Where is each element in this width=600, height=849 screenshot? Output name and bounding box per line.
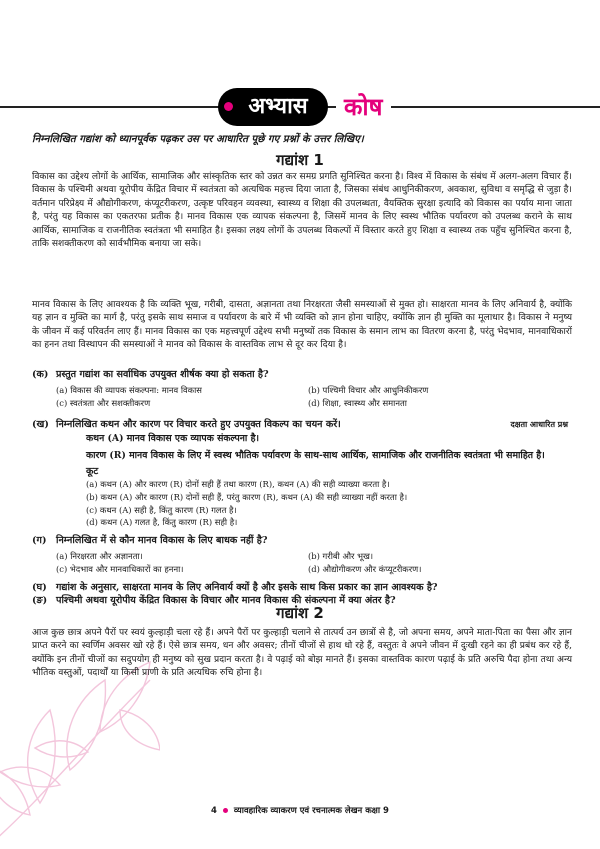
question-number: (ग) bbox=[32, 535, 47, 546]
question-text: निम्नलिखित में से कौन मानव विकास के लिए बाधक नहीं है? bbox=[56, 535, 268, 546]
instruction-text: निम्नलिखित गद्यांश को ध्यानपूर्वक पढ़कर उस पर आधारित पूछे गए प्रश्नों के उत्तर लिखिए। bbox=[32, 133, 364, 145]
page-footer bbox=[0, 805, 600, 816]
question-text: निम्नलिखित कथन और कारण पर विचार करते हुए उपयुक्त विकल्प का चयन करें। bbox=[56, 419, 341, 430]
question-kha bbox=[32, 418, 572, 431]
assertion-text: (A) मानव विकास एक व्यापक संकल्पना है। bbox=[107, 433, 260, 444]
passage1-paragraph-1: विकास का उद्देश्य लोगों के आर्थिक, सामाजिक और सांस्कृतिक स्तर को उन्नत कर समग्र प्रगति सुनिश्चित करना है। विश्व में विकास के संबंध में अलग-अलग विचार हैं। विकास के पश्चिमी अथवा यूरोपीय केंद्रित विचार में स्वतंत्रता को अत्यधिक महत्त्व दिया जाता है, जिसका संबंध आधुनिकीकरण, अवकाश, सुविधा व समृद्धि से जुड़ा है। वर्तमान परिप्रेक्ष्य में औद्योगीकरण, कंप्यूटरीकरण, उत्कृष्ट परिवहन व्यवस्था, स्वास्थ्य व शिक्षा की उपलब्धता, वैयक्तिक सुरक्षा इत्यादि को विकास का पर्याय माना जाता है, परंतु यह विकास का एकतरफा प्रतीक है। मानव विकास एक व्यापक संकल्पना है, जिसमें मानव के लिए स्वस्थ भौतिक पर्यावरण को उपलब्ध कराने के साथ आर्थिक, सामाजिक व राजनीतिक स्वतंत्रता भी समाहित है। इसका लक्ष्य लोगों के उपलब्ध विकल्पों में विस्तार करते हुए शिक्षा व स्वास्थ्य तक पहुँच सुनिश्चित करना है, ताकि सशक्तीकरण को सार्वभौमिक बनाया जा सके। bbox=[32, 172, 572, 250]
reason-line bbox=[86, 449, 576, 463]
option-d[interactable]: (d) शिक्षा, स्वास्थ्य और समानता bbox=[308, 397, 407, 408]
option-a[interactable]: (a) निरक्षरता और अज्ञानता। bbox=[56, 551, 143, 561]
assertion-label: कथन bbox=[86, 433, 105, 444]
question-gha bbox=[32, 581, 572, 594]
page-number: 4 bbox=[211, 806, 217, 816]
banner-dot bbox=[224, 102, 233, 111]
option-b[interactable]: (b) गरीबी और भूख। bbox=[308, 551, 374, 561]
question-ga bbox=[32, 534, 572, 547]
section-banner bbox=[0, 86, 600, 128]
question-number: (घ) bbox=[32, 582, 47, 593]
option-c[interactable]: (c) स्वतंत्रता और सशक्तीकरण bbox=[56, 397, 151, 408]
question-ka-options bbox=[56, 384, 572, 410]
question-text: प्रस्तुत गद्यांश का सर्वाधिक उपयुक्त शीर्षक क्या हो सकता है? bbox=[56, 369, 269, 380]
option-a[interactable]: (a) विकास की व्यापक संकल्पना: मानव विकास bbox=[56, 385, 202, 395]
reason-text: (R) मानव विकास के लिए में स्वस्थ भौतिक पर्यावरण के साथ-साथ आर्थिक, सामाजिक और राजनीतिक स्वतंत्रता भी समाहित है। bbox=[109, 450, 545, 461]
option-d[interactable]: (d) कथन (A) गलत है, किंतु कारण (R) सही है। bbox=[86, 517, 238, 528]
footer-dot bbox=[223, 808, 228, 813]
banner-title-kosh: कोष bbox=[336, 88, 391, 126]
competency-tag: दक्षता आधारित प्रश्न bbox=[510, 419, 568, 429]
question-text: पश्चिमी अथवा यूरोपीय केंद्रित विकास के विचार और मानव विकास की संकल्पना में क्या अंतर है? bbox=[56, 595, 396, 606]
reason-label: कारण bbox=[86, 450, 107, 461]
passage2-heading: गद्यांश 2 bbox=[276, 604, 324, 622]
option-c[interactable]: (c) भेदभाव और मानवाधिकारों का हनना। bbox=[56, 563, 184, 574]
question-ka bbox=[32, 368, 572, 381]
question-number: (ङ) bbox=[32, 595, 48, 606]
question-ga-options bbox=[56, 550, 572, 576]
question-kha-options bbox=[86, 478, 572, 529]
question-number: (क) bbox=[32, 369, 49, 380]
banner-title-abhyas: अभ्यास bbox=[218, 88, 328, 126]
passage1-heading: गद्यांश 1 bbox=[276, 151, 324, 169]
koot-label: कूट bbox=[86, 466, 99, 477]
option-b[interactable]: (b) पश्चिमी विचार और आधुनिकीकरण bbox=[308, 385, 429, 395]
question-text: गद्यांश के अनुसार, साक्षरता मानव के लिए अनिवार्य क्यों है और इसके साथ किस प्रकार का ज्ञान आवश्यक है? bbox=[56, 582, 438, 593]
option-c[interactable]: (c) कथन (A) सही है, किंतु कारण (R) गलत है। bbox=[86, 504, 237, 515]
book-title: व्यावहारिक व्याकरण एवं रचनात्मक लेखन कक्षा 9 bbox=[233, 806, 389, 816]
assertion-line bbox=[86, 432, 576, 446]
option-d[interactable]: (d) औद्योगीकरण और कंप्यूटरीकरण। bbox=[308, 563, 422, 574]
passage2-paragraph-1: आज कुछ छात्र अपने पैरों पर स्वयं कुल्हाड़ी चला रहे हैं। अपने पैरों पर कुल्हाड़ी चलाने से तात्पर्य उन छात्रों से है, जो अपना समय, अपने माता-पिता का पैसा और ज्ञान प्राप्त करने का स्वर्णिम अवसर खो रहे हैं। ऐसे छात्र समय, धन और अवसर; तीनों चीजों से हाथ धो रहे हैं, वस्तुतः वे अपने जीवन में दुःखी रहने का ही प्रबंध कर रहे हैं, क्योंकि इन तीनों चीजों का सदुपयोग ही मनुष्य को सुख प्रदान करता है। वे पढ़ाई को बोझ मानते हैं। इसका वास्तविक कारण पढ़ाई के प्रति अरुचि पैदा होना तथा अन्य भौतिक वस्तुओं, पदार्थों या किसी प्राणी के प्रति अत्यधिक रुचि होना है। bbox=[32, 628, 572, 679]
question-number: (ख) bbox=[32, 419, 49, 430]
option-a[interactable]: (a) कथन (A) और कारण (R) दोनों सही हैं तथा कारण (R), कथन (A) की सही व्याख्या करता है। bbox=[86, 479, 390, 489]
passage1-paragraph-2: मानव विकास के लिए आवश्यक है कि व्यक्ति भूख, गरीबी, दासता, अज्ञानता तथा निरक्षरता जैसी समस्याओं से मुक्त हो। साक्षरता मानव के लिए अनिवार्य है, क्योंकि यह ज्ञान व मुक्ति का मार्ग है, परंतु इसके साथ समाज व पर्यावरण के बारे में भी व्यक्ति को ज्ञान होना चाहिए, क्योंकि ज्ञान ही मुक्ति का मूलाधार है। विकास ने मनुष्य के जीवन में कई परिवर्तन लाए हैं। मानव विकास का एक महत्त्वपूर्ण उद्देश्य सभी मनुष्यों तक विकास के समान लाभ का वितरण करना है, परंतु भेदभाव, मानवाधिकारों का हनन तथा विस्थापन की समस्याओं ने मानव को विकास के वास्तविक लाभ से दूर कर दिया है। bbox=[32, 300, 572, 351]
option-b[interactable]: (b) कथन (A) और कारण (R) दोनों सही हैं, परंतु कारण (R), कथन (A) की सही व्याख्या नहीं करता है। bbox=[86, 491, 408, 502]
